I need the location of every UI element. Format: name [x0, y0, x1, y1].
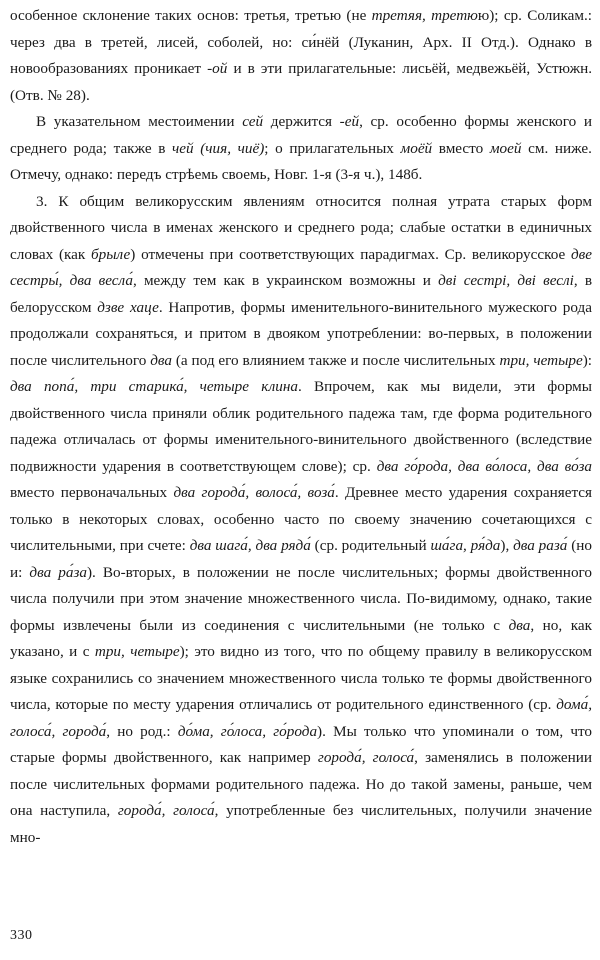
italic-run: третяя, третю [371, 7, 478, 24]
text-run: , между тем как в украинском возможны и [132, 272, 439, 289]
italic-run: -ей [339, 113, 360, 130]
italic-run: два города́, волоса́, воза́ [173, 484, 335, 501]
text-run: ю); ср. Соликам.: через два в третей, лисей, соболей, но: си́нёй (Луканин, Арх. II Отд.). Однако в новообразованиях проникает [10, 7, 592, 77]
italic-run: дома́, голоса́, города́ [10, 696, 592, 740]
italic-run: два ра́за [29, 563, 87, 581]
italic-run: до́ма, го́лоса, го́рода [177, 722, 318, 740]
text-run: (ср. родительный [310, 537, 431, 554]
page-body [10, 3, 592, 851]
text-run: ; о прилагательных [264, 139, 401, 157]
italic-run: два [150, 351, 172, 369]
text-run: , но род.: [106, 722, 178, 740]
paragraph-2 [10, 109, 592, 189]
italic-run: две сестры́, два весла́ [10, 245, 593, 289]
italic-run: города́, голоса́ [317, 749, 415, 766]
italic-run: -ой [207, 60, 228, 77]
italic-run: моёй [400, 139, 433, 157]
italic-run: два раза́ [513, 537, 568, 554]
text-run: держится [263, 113, 340, 130]
text-run: , ср. особенно формы женского и среднего рода; также в [10, 113, 592, 157]
text-run: ) отмечены при соответствующих парадигмах. Ср. великорусское [130, 245, 571, 263]
italic-run: сей [242, 113, 264, 130]
text-run: ); это видно из того, что по общему правилу в великорусском языке сохранились со значением множественного числа только те формы двойственного числа, которые по месту ударения отличались от родительного единственного (ср. [10, 643, 592, 713]
text-run: . Впрочем, как мы видели, эти формы двойственного числа приняли облик родительного падежа там, где форма родительного падежа отличалась от формы именительного-винительного двойственного (вследствие подвижности ударения в соответствующем слове); ср. [10, 378, 592, 475]
page-number: 330 [10, 928, 33, 943]
text-run: и в эти прилагательные: лисьёй, медвежьёй, Устюжн. (Отв. № 28). [10, 60, 592, 104]
italic-run: чей (чия, чиё) [172, 139, 265, 157]
italic-run: два шага́, два ряда́ [189, 537, 311, 554]
text-run: , употребленные без числительных, получили значение мно- [10, 802, 592, 846]
italic-run: брыле [91, 245, 131, 263]
paragraph-1 [10, 3, 592, 109]
text-run: особенное склонение таких основ: третья, третью (не [10, 7, 372, 24]
italic-run: два [508, 616, 531, 634]
text-run: 3. К общим великорусским явлениям относится полная утрата старых форм двойственного числа в именах женского и среднего рода; слабые остатки в единичных словах (как [10, 192, 592, 263]
text-run: В указательном местоимении [36, 113, 243, 130]
text-run: , заменялись в положении после числительных формами родительного падежа. Но до такой замены, раньше, чем она наступила, [10, 749, 592, 819]
text-run: . Напротив, формы именительного-винительного мужеского рода продолжали сохраняться, и притом в двояком употреблении: во-первых, в положении после числительного [10, 298, 593, 369]
text-run: , но, как указано, и с [10, 616, 592, 660]
italic-run: дзве хаце [97, 298, 159, 316]
text-run: ). Мы только что упоминали о том, что старые формы двойственного, как например [10, 722, 592, 766]
text-run: ): [582, 351, 592, 369]
italic-run: ша́га, ря́да [430, 537, 501, 554]
italic-run: два попа́, три старика́, четыре клина [10, 378, 298, 395]
text-run: ), [500, 537, 514, 554]
paragraph-3 [10, 189, 592, 852]
text-run: (а под его влиянием также и после числительных [171, 351, 500, 369]
text-run: . Древнее место ударения сохраняется только в некоторых словах, особенно часто по своему значению сочетающихся с числительными, при счете: [10, 484, 592, 554]
italic-run: моей [489, 139, 522, 157]
text-run: ). Во-вторых, в положении не после числительных; формы двойственного числа получили при этом значение множественного числа. По-видимому, однако, такие формы извлечены были из соединения с числительными (не только с [10, 563, 592, 634]
text-run: см. ниже. Отмечу, однако: передъ стрѣемь своемь, Новг. 1-я (3-я ч.), 148б. [10, 139, 592, 183]
text-run: вместо [432, 139, 490, 157]
italic-run: три, четыре [94, 643, 180, 660]
italic-run: дві сестрі, дві веслі [438, 272, 574, 289]
text-run: (но и: [10, 537, 593, 581]
italic-run: два го́рода, два во́лоса, два во́за [376, 457, 592, 475]
text-run: , в белорусском [10, 272, 593, 316]
italic-run: три, четыре [499, 351, 583, 369]
italic-run: города́, голоса́ [117, 802, 215, 819]
text-run: вместо первоначальных [10, 484, 174, 501]
